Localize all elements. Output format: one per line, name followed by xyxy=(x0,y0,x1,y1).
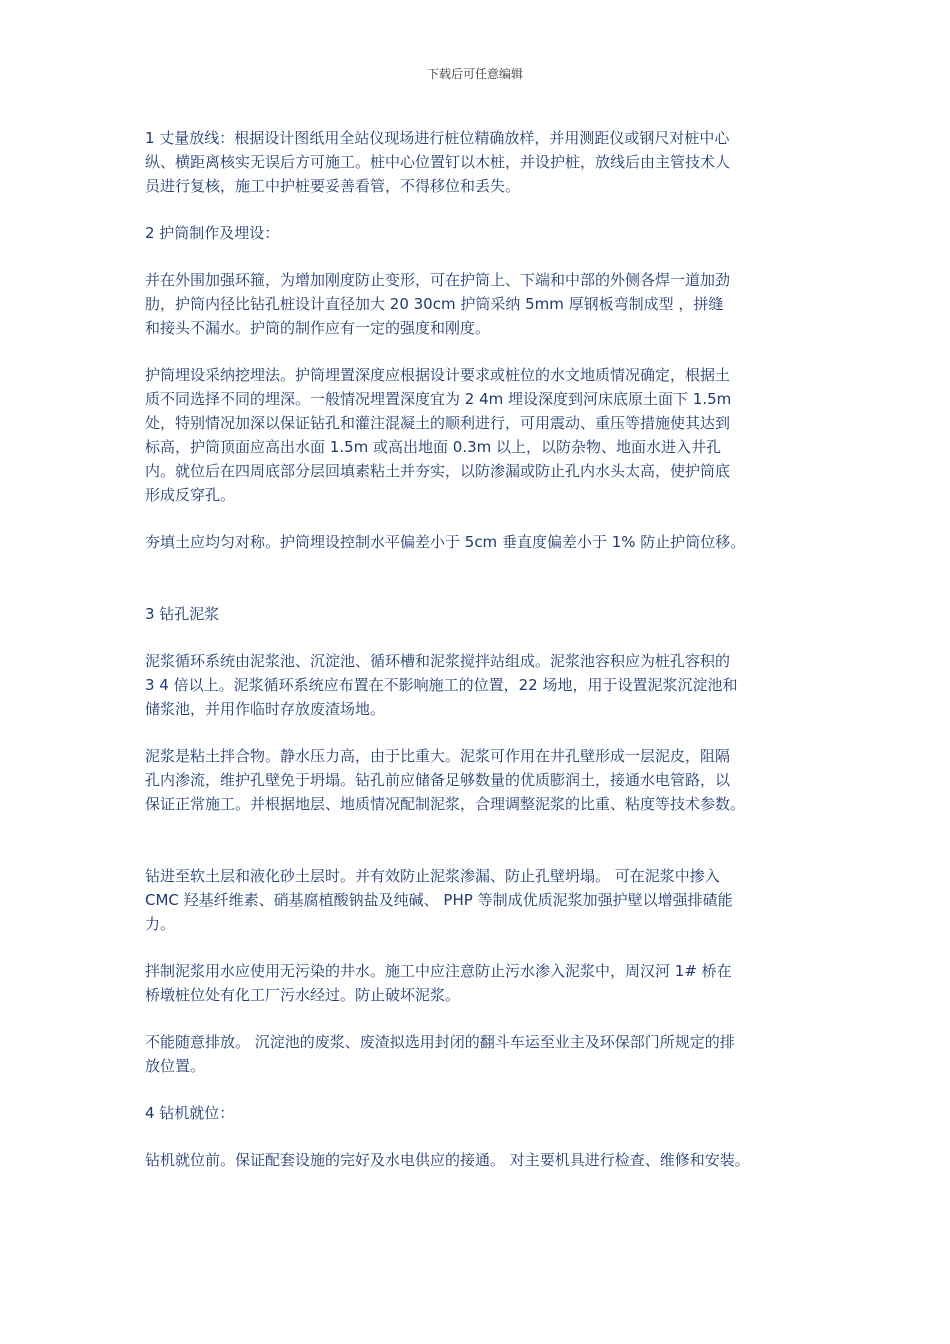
text-line: 1 丈量放线：根据设计图纸用全站仪现场进行桩位精确放样，并用测距仪或钢尺对桩中心 xyxy=(145,129,730,147)
paragraph-mud-water xyxy=(145,959,825,1007)
text-line: 夯填土应均匀对称。护筒埋设控制水平偏差小于 5cm 垂直度偏差小于 1% 防止护筒位移。 xyxy=(145,533,746,551)
paragraph-drill-positioning xyxy=(145,1148,825,1172)
heading-line: 3 钻孔泥浆 xyxy=(145,605,220,623)
text-line: 3 4 倍以上。泥浆循环系统应布置在不影响施工的位置，22 场地，用于设置泥浆沉淀池和 xyxy=(145,676,738,694)
text-line: 保证正常施工。并根据地层、地质情况配制泥浆，合理调整泥浆的比重、粘度等技术参数。 xyxy=(145,795,746,813)
text-line: 钻进至软土层和液化砂土层时。并有效防止泥浆渗漏、防止孔壁坍塌。 可在泥浆中掺入 xyxy=(145,867,720,885)
text-line: 泥浆是粘土拌合物。静水压力高，由于比重大。泥浆可作用在井孔壁形成一层泥皮，阻隔 xyxy=(145,747,731,765)
text-line: 护筒埋设采纳挖埋法。护筒埋置深度应根据设计要求或桩位的水文地质情况确定，根据土 xyxy=(145,366,731,384)
text-line: 和接头不漏水。护筒的制作应有一定的强度和刚度。 xyxy=(145,319,491,337)
text-line: 拌制泥浆用水应使用无污染的井水。施工中应注意防止污水渗入泥浆中，周汉河 1# 桥在 xyxy=(145,962,732,980)
text-line: 内。就位后在四周底部分层回填素粘土并夯实，以防渗漏或防止孔内水头太高，使护筒底 xyxy=(145,462,731,480)
paragraph-survey xyxy=(145,126,825,198)
text-line: 并在外围加强环箍，为增加刚度防止变形，可在护筒上、下端和中部的外侧各焊一道加劲 xyxy=(145,271,731,289)
text-line: 孔内渗流，维护孔壁免于坍塌。钻孔前应储备足够数量的优质膨润土，接通水电管路，以 xyxy=(145,771,731,789)
text-line: CMC 羟基纤维素、硝基腐植酸钠盐及纯碱、 PHP 等制成优质泥浆加强护壁以增强排碴能 xyxy=(145,891,733,909)
heading-line: 2 护筒制作及埋设： xyxy=(145,224,280,242)
section-heading-casing xyxy=(145,221,825,245)
paragraph-casing-burying xyxy=(145,363,825,507)
text-line: 不能随意排放。 沉淀池的废浆、废渣拟选用封闭的翻斗车运至业主及环保部门所规定的排 xyxy=(145,1033,735,1051)
text-line: 力。 xyxy=(145,915,176,933)
section-heading-mud xyxy=(145,602,825,626)
text-line: 泥浆循环系统由泥浆池、沉淀池、循环槽和泥浆搅拌站组成。泥浆池容积应为桩孔容积的 xyxy=(145,652,731,670)
text-line: 质不同选择不同的埋深。一般情况埋置深度宜为 2 4m 埋设深度到河床底原土面下 1.5m xyxy=(145,390,732,408)
page-header: 下载后可任意编辑 xyxy=(426,67,523,81)
text-line: 标高，护筒顶面应高出水面 1.5m 或高出地面 0.3m 以上，以防杂物、地面水进入井孔 xyxy=(145,438,722,456)
paragraph-soft-soil xyxy=(145,864,825,936)
paragraph-casing-making xyxy=(145,268,825,340)
text-line: 桥墩桩位处有化工厂污水经过。防止破坏泥浆。 xyxy=(145,986,461,1004)
text-line: 处，特别情况加深以保证钻孔和灌注混凝土的顺利进行，可用震动、重压等措施使其达到 xyxy=(145,414,731,432)
text-line: 放位置。 xyxy=(145,1057,206,1075)
heading-line: 4 钻机就位： xyxy=(145,1104,235,1122)
text-line: 纵、横距离核实无误后方可施工。桩中心位置钉以木桩，并设护桩，放线后由主管技术人 xyxy=(145,153,731,171)
text-line: 形成反穿孔。 xyxy=(145,486,236,504)
paragraph-mud-system xyxy=(145,649,825,721)
text-line: 钻机就位前。保证配套设施的完好及水电供应的接通。 对主要机具进行检查、维修和安装。 xyxy=(145,1151,750,1169)
text-line: 肋，护筒内径比钻孔桩设计直径加大 20 30cm 护筒采纳 5mm 厚钢板弯制成型 ，拼缝 xyxy=(145,295,724,313)
text-line: 储浆池，并用作临时存放废渣场地。 xyxy=(145,700,386,718)
paragraph-backfill xyxy=(145,530,825,554)
paragraph-waste-disposal xyxy=(145,1030,825,1078)
section-heading-drill xyxy=(145,1101,825,1125)
text-line: 员进行复核，施工中护桩要妥善看管，不得移位和丢失。 xyxy=(145,177,521,195)
paragraph-mud-properties xyxy=(145,744,825,816)
document-body xyxy=(145,126,825,1172)
